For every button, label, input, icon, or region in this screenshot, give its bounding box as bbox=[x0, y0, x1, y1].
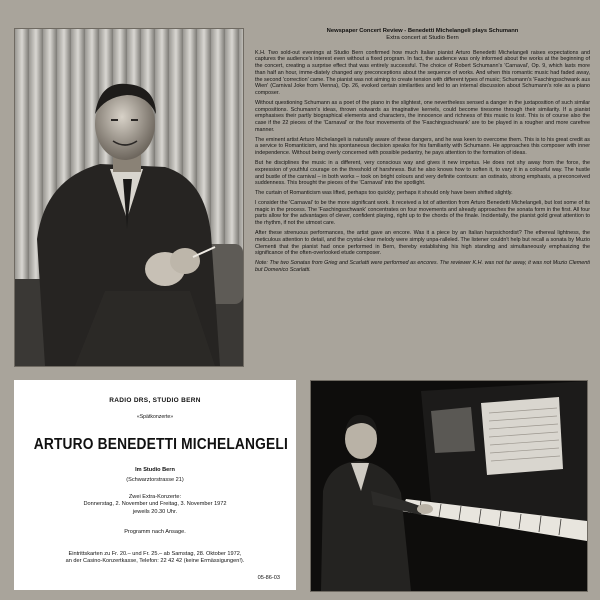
flyer-dates bbox=[14, 494, 296, 516]
flyer-dates-line: Donnerstag, 2. November und Freitag, 3. November 1972 bbox=[83, 501, 227, 508]
review-paragraph: Without questioning Schumann as a poet of the piano in the slightest, one nevertheless sensed a danger in the juxtaposition of such similar compositions. Schumann's ideas, thrown outwards as imaginative kernels, could become tiresome through their similarity. If a pianist emphasises their partly biographical elements and characters, the innocence and richness of this music is lost. This is of course also the case if the 22 pieces of the 'Carnaval' or the four movements of the 'Faschingsschwank' are to be played in a rougher and more carefree manner. bbox=[255, 99, 590, 133]
flyer-address: (Schwarztorstrasse 21) bbox=[126, 477, 184, 483]
flyer-dates-line: Zwei Extra-Konzerte: bbox=[128, 494, 182, 500]
newspaper-review bbox=[255, 28, 590, 368]
photo-pianist-at-piano bbox=[310, 380, 588, 592]
flyer-venue: Im Studio Bern bbox=[135, 467, 175, 473]
flyer-tickets-line: an der Casino-Konzertkasse, Telefon: 22 42 42 (keine Ermässigungen!). bbox=[65, 558, 245, 565]
review-paragraph: K.H. Two sold-out evenings at Studio Bern confirmed how much Italian pianist Arturo Benedetti Michelangeli raises expectations and captures the audience's interest even without a fixed program. In fact, the audience was only informed about the works at the beginning of the concert, creating a surprise effect that was entirely successful. The choice of Robert Schumann's 'Carnaval', Op. 9, which lasts more than half an hour, imme-diately changed any preconceptions about the sequence of works. And when this romantic music had faded away, the second 'correction' came. The pianist was not aiming to create tension with different types of music; Schumann's 'Faschingsschwank aus Wien' (Carnival Joke from Vienna), Op. 26, evoked certain similarities and led to an internal discussion about Schumann's role as a piano composer. bbox=[255, 49, 590, 96]
flyer-tickets-line: Eintrittskarten zu Fr. 20.– und Fr. 25.– ab Samstag, 28. Oktober 1972, bbox=[68, 551, 242, 557]
review-paragraph: After these strenuous performances, the artist gave an encore. Was it a piece by an Italian harpsichordist? The ethereal lightness, the meticulous attention to detail, and the crystal-clear melody were simply unpa-ralleled. The listener couldn't help but recall a sonata by Muzio Clementi that the pianist had once performed in Bern, thereby establishing his high standing and simultaneously emphasizing the significance of the often-overlooked etude composer. bbox=[255, 230, 590, 257]
review-paragraph: I consider the 'Carnaval' to be the more significant work. It received a lot of attention from Arturo Benedetti Michelangeli, but lost some of its magic in the process. The 'Faschingsschwank' concentrates on four movements and already approaches the sonata form in the first. All four parts allow for the advantages of clever, confident playing, right up to the chords of the finale. Incidentally, the pianist gold great attention to the rhythm, if not the utmost care. bbox=[255, 199, 590, 227]
flyer-dates-line: jeweils 20.30 Uhr. bbox=[132, 508, 178, 515]
review-subtitle: Extra concert at Studio Bern bbox=[386, 34, 459, 41]
flyer-program: Programm nach Ansage. bbox=[124, 529, 186, 535]
photo-pianist-at-piano-image bbox=[311, 381, 587, 591]
photo-pianist-seated-image bbox=[15, 29, 243, 366]
flyer-code: 05-86-03 bbox=[257, 575, 280, 581]
review-paragraph: But he disciplines the music in a different, very conscious way and gives it new impetus. He does not shy away from the force, the expression of youthful courage on the threshold of harshness. But he also knows how to soften it, to vary it in a colourful way. The hustle and bustle of the carnival – in both works – took on bright colours and very definite contours: an ostinato, strong emphasis, a preconceived suddenness. This brought the pieces of the 'Carnaval' into the spotlight. bbox=[255, 160, 590, 187]
flyer-studio: RADIO DRS, STUDIO BERN bbox=[109, 397, 201, 404]
concert-flyer bbox=[14, 380, 296, 590]
review-note: Note: The two Sonatas from Grieg and Scarlatti were performed as encores. The reviewer K.H. was not far away, it was not Muzio Clementi but Domenico Scarlatti. bbox=[255, 260, 590, 273]
flyer-series: «Spätkonzerte» bbox=[136, 414, 174, 420]
flyer-artist: ARTURO BENEDETTI MICHELANGELI bbox=[33, 436, 288, 453]
flyer-tickets bbox=[14, 551, 296, 566]
photo-pianist-seated bbox=[14, 28, 244, 367]
review-paragraph: The curtain of Romanticism was lifted, perhaps too quickly; perhaps it should only have been shifted slightly. bbox=[255, 190, 513, 197]
review-paragraph: The eminent artist Arturo Michelangeli is naturally aware of these dangers, and he was keen to overcome them. This is to his great credit as a service to Romanticism, and his spontaneous decision speaks for his familiarity with Schumann. He approaches this composer with inner independence. Without being overly concerned with possible pedantry, he pays attention to the formation of ideas. bbox=[255, 136, 590, 157]
review-title: Newspaper Concert Review - Benedetti Michelangeli plays Schumann bbox=[326, 28, 519, 34]
